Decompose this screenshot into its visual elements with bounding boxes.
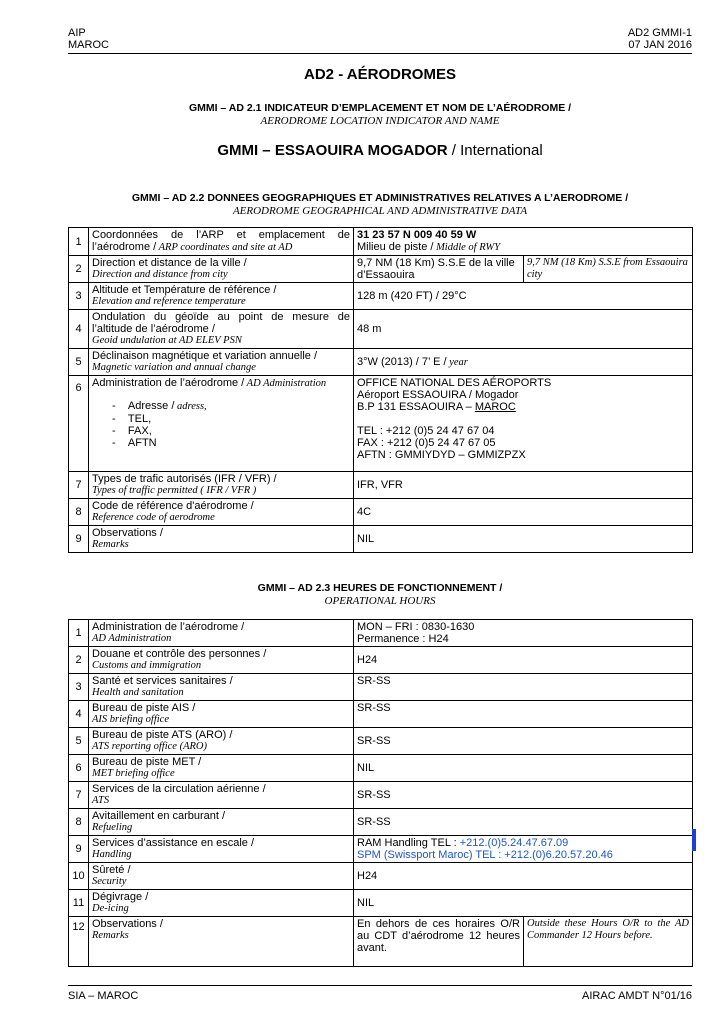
section-2-2-subtitle: AERODROME GEOGRAPHICAL AND ADMINISTRATIVE DATA	[232, 205, 528, 217]
tel-value: TEL : +212 (0)5 24 47 67 04	[357, 425, 495, 437]
header-left	[68, 27, 109, 51]
label-en: Handling	[92, 849, 132, 860]
label-fr: Services de la circulation aérienne /	[92, 783, 266, 795]
footer-rule	[68, 985, 692, 986]
label-fr: Services d’assistance en escale /	[92, 837, 255, 849]
value-en: year	[446, 356, 468, 368]
row-label	[89, 890, 354, 917]
operator-name: OFFICE NATIONAL DES AÉROPORTS	[357, 377, 552, 389]
row-label	[89, 755, 354, 782]
row-number: 6	[69, 376, 89, 472]
row-value: SR-SS	[354, 728, 693, 755]
page-title: AD2 - AÉRODROMES	[304, 66, 456, 83]
label-fr-2: l’aérodrome /	[92, 241, 157, 253]
row-value	[354, 376, 693, 472]
row-number: 1	[69, 228, 89, 256]
label-fr: Ondulation du géoïde au point de mesure de	[92, 311, 350, 323]
header-country: MAROC	[68, 39, 109, 51]
row-label	[89, 809, 354, 836]
row-number: 10	[69, 863, 89, 890]
row-label	[89, 256, 354, 283]
row-number: 5	[69, 349, 89, 376]
row-number: 8	[69, 499, 89, 526]
table-row	[69, 256, 693, 283]
row-number: 7	[69, 782, 89, 809]
row-label	[89, 499, 354, 526]
row-value	[354, 620, 693, 647]
bullet: -	[112, 425, 116, 437]
table-row	[69, 349, 693, 376]
header-aip: AIP	[68, 27, 86, 39]
section-2-1-subtitle: AERODROME LOCATION INDICATOR AND NAME	[260, 115, 500, 127]
value-fr: Milieu de piste /	[357, 241, 434, 253]
row-value-en: Outside these Hours O/R to the AD Commander 12 Hours before.	[524, 917, 693, 967]
row-value: NIL	[354, 890, 693, 917]
aftn-value: AFTN : GMMIYDYD – GMMIZPZX	[357, 449, 526, 461]
row-value: SR-SS	[354, 809, 693, 836]
label-en: ARP coordinates and site at AD	[156, 242, 293, 253]
row-label	[89, 349, 354, 376]
label-fr: Bureau de piste ATS (ARO) /	[92, 729, 233, 741]
bullet: -	[112, 413, 116, 425]
row-number: 9	[69, 526, 89, 553]
row-label	[89, 863, 354, 890]
table-row	[69, 782, 693, 809]
row-value	[354, 349, 693, 376]
bullet: -	[112, 400, 116, 412]
row-value: NIL	[354, 526, 693, 553]
section-2-3-subtitle: OPERATIONAL HOURS	[324, 595, 436, 607]
label-en: Customs and immigration	[92, 660, 202, 671]
ram-phone: +212.(0)5.24.47.67.09	[459, 837, 569, 849]
section-2-3-title: GMMI – AD 2.3 HEURES DE FONCTIONNEMENT /	[257, 582, 503, 594]
list-item	[92, 413, 350, 425]
row-number: 2	[69, 647, 89, 674]
row-number: 6	[69, 755, 89, 782]
table-row	[69, 917, 693, 967]
table-row	[69, 376, 693, 472]
aerodrome-type: International	[460, 142, 543, 159]
row-value: En dehors de ces horaires O/R au CDT d’aérodrome 12 heures avant.	[354, 917, 524, 967]
table-row	[69, 472, 693, 499]
label-fr: Dégivrage /	[92, 891, 149, 903]
row-number: 4	[69, 310, 89, 349]
row-label	[89, 283, 354, 310]
label-fr: Sûreté /	[92, 864, 131, 876]
header-right	[628, 27, 692, 51]
label-fr: Administration de l’aérodrome /	[92, 377, 245, 389]
footer-right: AIRAC AMDT N°01/16	[582, 990, 692, 1002]
row-value: SR-SS	[354, 782, 693, 809]
row-value: SR-SS	[354, 674, 693, 701]
header-page-ref: AD2 GMMI-1	[627, 27, 692, 39]
row-label	[89, 701, 354, 728]
row-number: 2	[69, 256, 89, 283]
row-value: IFR, VFR	[354, 472, 693, 499]
change-bar	[692, 829, 696, 851]
label-en: Security	[92, 876, 127, 887]
row-label	[89, 647, 354, 674]
label-fr: Types de trafic autorisés (IFR / VFR) /	[92, 473, 277, 485]
label-fr: Altitude et Température de référence /	[92, 284, 277, 296]
row-label	[89, 782, 354, 809]
label-fr: Avitaillement en carburant /	[92, 810, 226, 822]
row-number: 1	[69, 620, 89, 647]
row-label	[89, 310, 354, 349]
row-value: H24	[354, 647, 693, 674]
row-number: 3	[69, 674, 89, 701]
label-en: ATS	[92, 795, 110, 806]
row-value: 4C	[354, 499, 693, 526]
row-label	[89, 728, 354, 755]
country: MAROC	[474, 401, 516, 413]
row-label	[89, 472, 354, 499]
value-line-1: MON – FRI : 0830-1630	[357, 621, 475, 633]
table-row	[69, 620, 693, 647]
row-label	[89, 674, 354, 701]
airport-name: Aéroport ESSAOUIRA / Mogador	[357, 389, 519, 401]
aerodrome-sep: /	[447, 142, 461, 159]
row-number: 4	[69, 701, 89, 728]
row-label	[89, 228, 354, 256]
label-en: AIS briefing office	[92, 714, 169, 725]
value-fr: 3°W (2013) / 7’ E /	[357, 355, 447, 368]
operational-hours-table	[68, 619, 693, 967]
label-en: Types of traffic permitted ( IFR / VFR )	[92, 485, 257, 496]
list-item	[92, 437, 350, 449]
ram-label: RAM Handling TEL :	[357, 837, 460, 849]
row-label	[89, 526, 354, 553]
row-number: 5	[69, 728, 89, 755]
item-fr: FAX,	[127, 425, 152, 437]
item-en: adress,	[174, 401, 207, 412]
label-fr: Bureau de piste MET /	[92, 756, 202, 768]
label-en: Health and sanitation	[92, 687, 184, 698]
row-number: 11	[69, 890, 89, 917]
table-row	[69, 310, 693, 349]
label-fr-2: l’altitude de l’aérodrome /	[92, 323, 215, 335]
label-fr: Coordonnées de l’ARP et emplacement de	[92, 229, 350, 241]
label-en: AD Administration	[244, 378, 327, 389]
label-en: ATS reporting office (ARO)	[92, 741, 207, 752]
row-value: 48 m	[354, 310, 693, 349]
header-rule	[68, 53, 692, 54]
label-en: Geoid undulation at AD ELEV PSN	[92, 335, 242, 346]
bullet: -	[112, 437, 116, 449]
list-item	[92, 400, 350, 413]
fax-value: FAX : +212 (0)5 24 47 67 05	[357, 437, 496, 449]
table-row	[69, 863, 693, 890]
section-2-1-title: GMMI – AD 2.1 INDICATEUR D’EMPLACEMENT ET NOM DE L’AÉRODROME /	[188, 102, 572, 114]
label-fr: Observations /	[92, 918, 163, 930]
label-en: MET briefing office	[92, 768, 175, 779]
table-row	[69, 526, 693, 553]
label-fr: Bureau de piste AIS /	[92, 702, 196, 714]
handling-spm: SPM (Swissport Maroc) TEL : +212.(0)6.20.57.20.46	[357, 849, 613, 861]
table-row	[69, 283, 693, 310]
row-value	[354, 228, 693, 256]
label-fr: Direction et distance de la ville /	[92, 257, 247, 269]
label-en: Remarks	[92, 539, 129, 550]
header-date: 07 JAN 2016	[628, 39, 692, 51]
geo-admin-table	[68, 227, 693, 553]
list-item	[92, 425, 350, 437]
section-2-2-title: GMMI – AD 2.2 DONNEES GEOGRAPHIQUES ET ADMINISTRATIVES RELATIVES A L’AERODROME /	[131, 192, 629, 204]
table-row	[69, 836, 693, 863]
table-row	[69, 809, 693, 836]
table-row	[69, 674, 693, 701]
row-label	[89, 836, 354, 863]
row-number: 8	[69, 809, 89, 836]
value-line-2: Permanence : H24	[357, 633, 449, 645]
postal-address	[357, 401, 689, 413]
postal-box: B.P 131 ESSAOUIRA –	[357, 401, 475, 413]
arp-coordinates: 31 23 57 N 009 40 59 W	[357, 229, 477, 241]
row-value: 9,7 NM (18 Km) S.S.E de la ville d’Essaouira	[354, 256, 524, 283]
label-fr: Observations /	[92, 527, 163, 539]
footer-left: SIA – MAROC	[68, 990, 139, 1002]
label-en: Reference code of aerodrome	[92, 512, 215, 523]
label-en: Remarks	[92, 930, 129, 941]
row-value: 128 m (420 FT) / 29°C	[354, 283, 693, 310]
row-value-en: 9,7 NM (18 Km) S.S.E from Essaouira city	[524, 256, 693, 283]
label-en: Refueling	[92, 822, 133, 833]
row-value: H24	[354, 863, 693, 890]
item-fr: TEL,	[127, 413, 152, 425]
row-number: 7	[69, 472, 89, 499]
table-row	[69, 647, 693, 674]
table-row	[69, 499, 693, 526]
label-en: Magnetic variation and annual change	[92, 362, 256, 373]
label-fr: Douane et contrôle des personnes /	[92, 648, 267, 660]
value-en: Middle of RWY	[433, 242, 501, 253]
label-en: AD Administration	[92, 633, 172, 644]
label-fr: Administration de l’aérodrome /	[92, 621, 245, 633]
row-label	[89, 620, 354, 647]
row-label	[89, 376, 354, 472]
label-fr: Déclinaison magnétique et variation annuelle /	[92, 350, 318, 362]
item-fr: Adresse /	[127, 400, 175, 412]
table-row	[69, 890, 693, 917]
label-fr: Santé et services sanitaires /	[92, 675, 233, 687]
row-value	[354, 836, 693, 863]
label-fr: Code de référence d'aérodrome /	[92, 500, 254, 512]
aerodrome-code-name: GMMI – ESSAOUIRA MOGADOR	[217, 142, 448, 159]
label-en: Direction and distance from city	[92, 269, 228, 280]
handling-ram	[357, 837, 689, 849]
row-value: SR-SS	[354, 701, 693, 728]
table-row	[69, 728, 693, 755]
row-number: 9	[69, 836, 89, 863]
aerodrome-name	[68, 142, 692, 159]
item-fr: AFTN	[127, 437, 157, 449]
table-row	[69, 701, 693, 728]
row-label	[89, 917, 354, 967]
label-en: Elevation and reference temperature	[92, 296, 246, 307]
table-row	[69, 755, 693, 782]
table-row	[69, 228, 693, 256]
row-number: 3	[69, 283, 89, 310]
label-en: De-icing	[92, 903, 129, 914]
row-value: NIL	[354, 755, 693, 782]
row-number: 12	[69, 917, 89, 967]
